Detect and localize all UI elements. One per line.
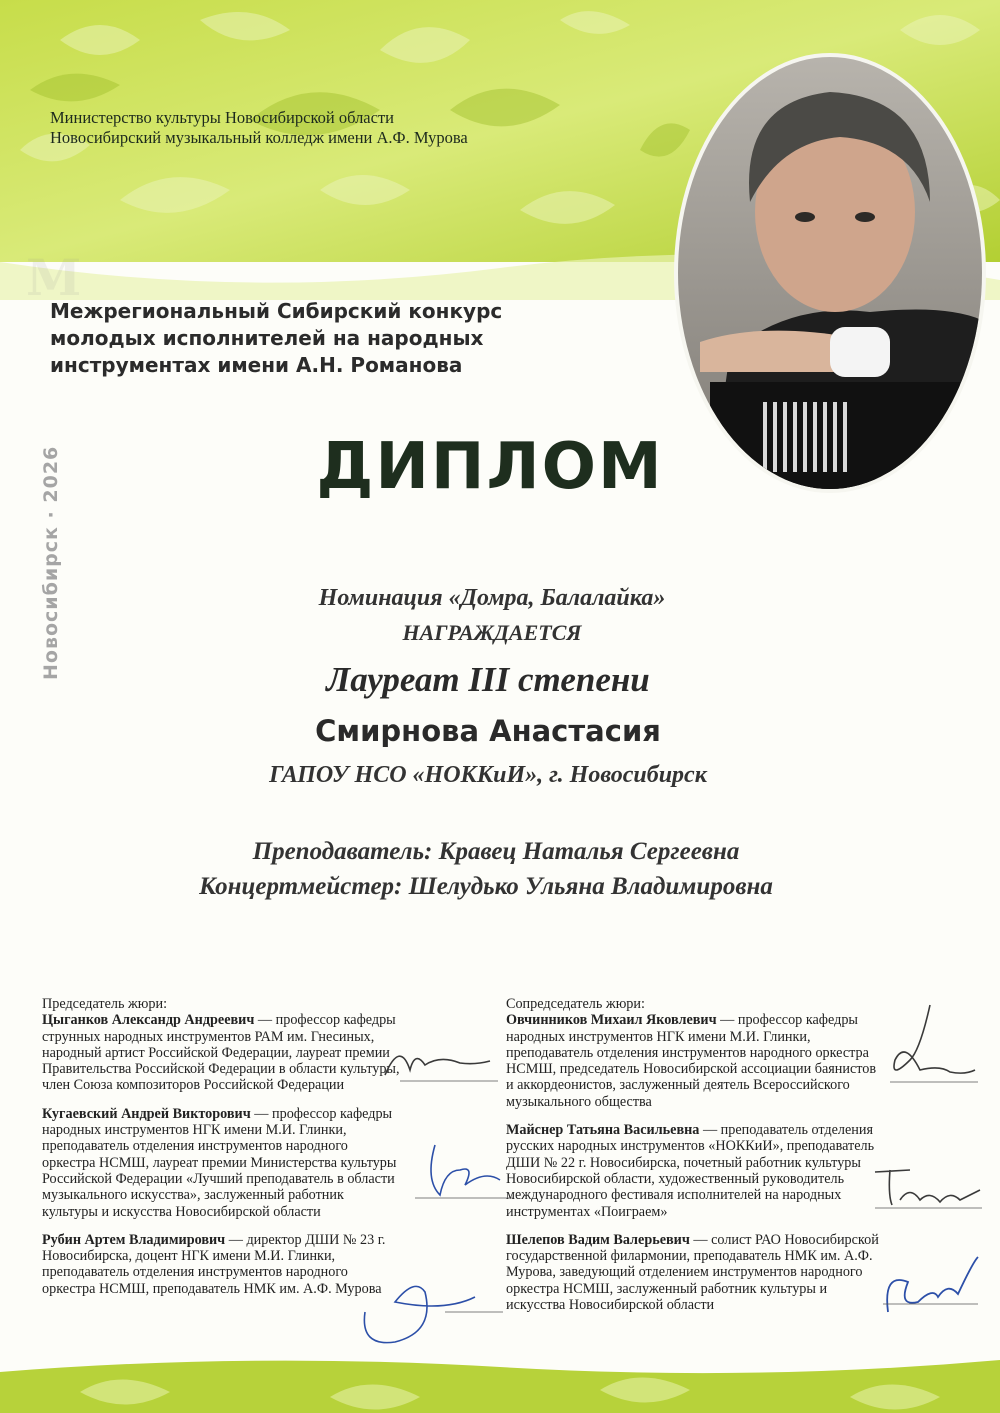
- jury-member-dash: — солист РАО: [689, 1231, 781, 1248]
- signature-rubin: [355, 1272, 505, 1352]
- jury-member-desc: профессор кафедры народных инструментов НГК имени М.И. Глинки, преподаватель отделения инструментов народного оркестра НСМШ, лауреат премии Министерства культуры Российской Федерации «Лучший преподаватель в области музыкального искусства», заслуженный работник культуры и искусства Новосибирской области: [42, 1105, 397, 1220]
- jury-member-desc: Новосибирской государственной филармонии, преподаватель НМК им. А.Ф. Мурова, заведующий отделением инструментов народного оркестра НСМШ, заслуженный работник культуры и искусства Новосибирской области: [506, 1231, 879, 1314]
- side-city-year: Новосибирск · 2026: [40, 445, 62, 680]
- jury-member: [42, 1012, 402, 1093]
- jury-chair-label: Председатель жюри:: [42, 996, 168, 1012]
- nomination: Номинация «Домра, Балалайка»: [318, 585, 666, 611]
- portrait-photo: [670, 52, 990, 494]
- jury-member: [42, 1106, 402, 1220]
- jury-member-name: Майснер Татьяна Васильевна: [506, 1122, 700, 1139]
- jury-member-name: Цыганков Александр Андреевич: [42, 1012, 255, 1029]
- contest-title: [50, 298, 650, 379]
- jury-member-desc: отделения русских народных инструментов «НОККиИ», преподаватель ДШИ № 22 г. Новосибирска, почетный работник культуры Новосибирской области, художественный руководитель международного фестиваля исполнителей на народных инструментах «Поиграем»: [506, 1122, 875, 1220]
- bottom-floral-band: [0, 1352, 1000, 1413]
- jury-member-desc: профессор кафедры струнных народных инструментов РАМ им. Гнесиных, народный артист Российской Федерации, лауреат премии Правительства Российской Федерации в области культуры, член Союза композиторов Российской Федерации: [42, 1012, 400, 1094]
- jury-member-dash: — директор: [225, 1231, 302, 1248]
- contest-title-line: Межрегиональный Сибирский конкурс: [50, 299, 503, 323]
- contest-title-line: молодых исполнителей на народных: [50, 326, 484, 350]
- jury-member-dash: —: [250, 1105, 269, 1122]
- jury-left-column: [42, 996, 402, 1309]
- accompanist-line: Концертмейстер: Шелудько Ульяна Владимировна: [199, 873, 773, 900]
- jury-member: [506, 1122, 886, 1220]
- jury-member-name: Овчинников Михаил Яковлевич: [506, 1012, 717, 1029]
- jury-member: [506, 1232, 886, 1313]
- jury-member-desc: кафедры народных инструментов НГК имени М.И. Глинки, преподаватель отделения инструментов народного оркестра НСМШ, председатель Новосибирской ассоциации баянистов и аккордеонистов, заслуженный деятель Всероссийского музыкального общества: [506, 1012, 877, 1110]
- jury-member-name: Рубин Артем Владимирович: [42, 1231, 226, 1248]
- jury-right-column: [506, 996, 886, 1325]
- jury-member: [506, 1012, 886, 1110]
- ministry-line: Министерство культуры Новосибирской области: [50, 108, 394, 127]
- jury-member-dash: — преподаватель: [699, 1122, 808, 1139]
- signature-ovchinnikov: [880, 1000, 980, 1090]
- college-line: Новосибирский музыкальный колледж имени А.Ф. Мурова: [50, 128, 468, 147]
- jury-member-dash: —: [254, 1012, 273, 1029]
- awarded-label: НАГРАЖДАЕТСЯ: [402, 620, 582, 645]
- diploma-title: ДИПЛОМ: [316, 430, 664, 504]
- recipient-organization: ГАПОУ НСО «НОККиИ», г. Новосибирск: [269, 762, 707, 788]
- jury-cochair-label: Сопредседатель жюри:: [506, 996, 645, 1012]
- jury-member: [42, 1232, 402, 1297]
- signature-maisner: [870, 1160, 985, 1215]
- laureate-degree: Лауреат III степени: [326, 660, 650, 699]
- recipient-name: Смирнова Анастасия: [315, 714, 661, 748]
- signature-tsygankov: [380, 1035, 500, 1090]
- signature-kugaevsky: [405, 1140, 515, 1205]
- watermark-title: М: [26, 248, 82, 307]
- contest-title-line: инструментах имени А.Н. Романова: [50, 353, 463, 377]
- teacher-line: Преподаватель: Кравец Наталья Сергеевна: [252, 838, 740, 865]
- issuer-block: [50, 108, 468, 148]
- jury-member-dash: — профессор: [716, 1012, 803, 1029]
- jury-member-desc: ДШИ № 23 г. Новосибирска, доцент НГК имени М.И. Глинки, преподаватель отделения инструментов народного оркестра НСМШ, преподаватель НМК им. А.Ф. Мурова: [42, 1231, 386, 1297]
- jury-member-name: Кугаевский Андрей Викторович: [42, 1105, 251, 1122]
- signature-shelepov: [878, 1252, 983, 1322]
- jury-member-name: Шелепов Вадим Валерьевич: [506, 1231, 690, 1248]
